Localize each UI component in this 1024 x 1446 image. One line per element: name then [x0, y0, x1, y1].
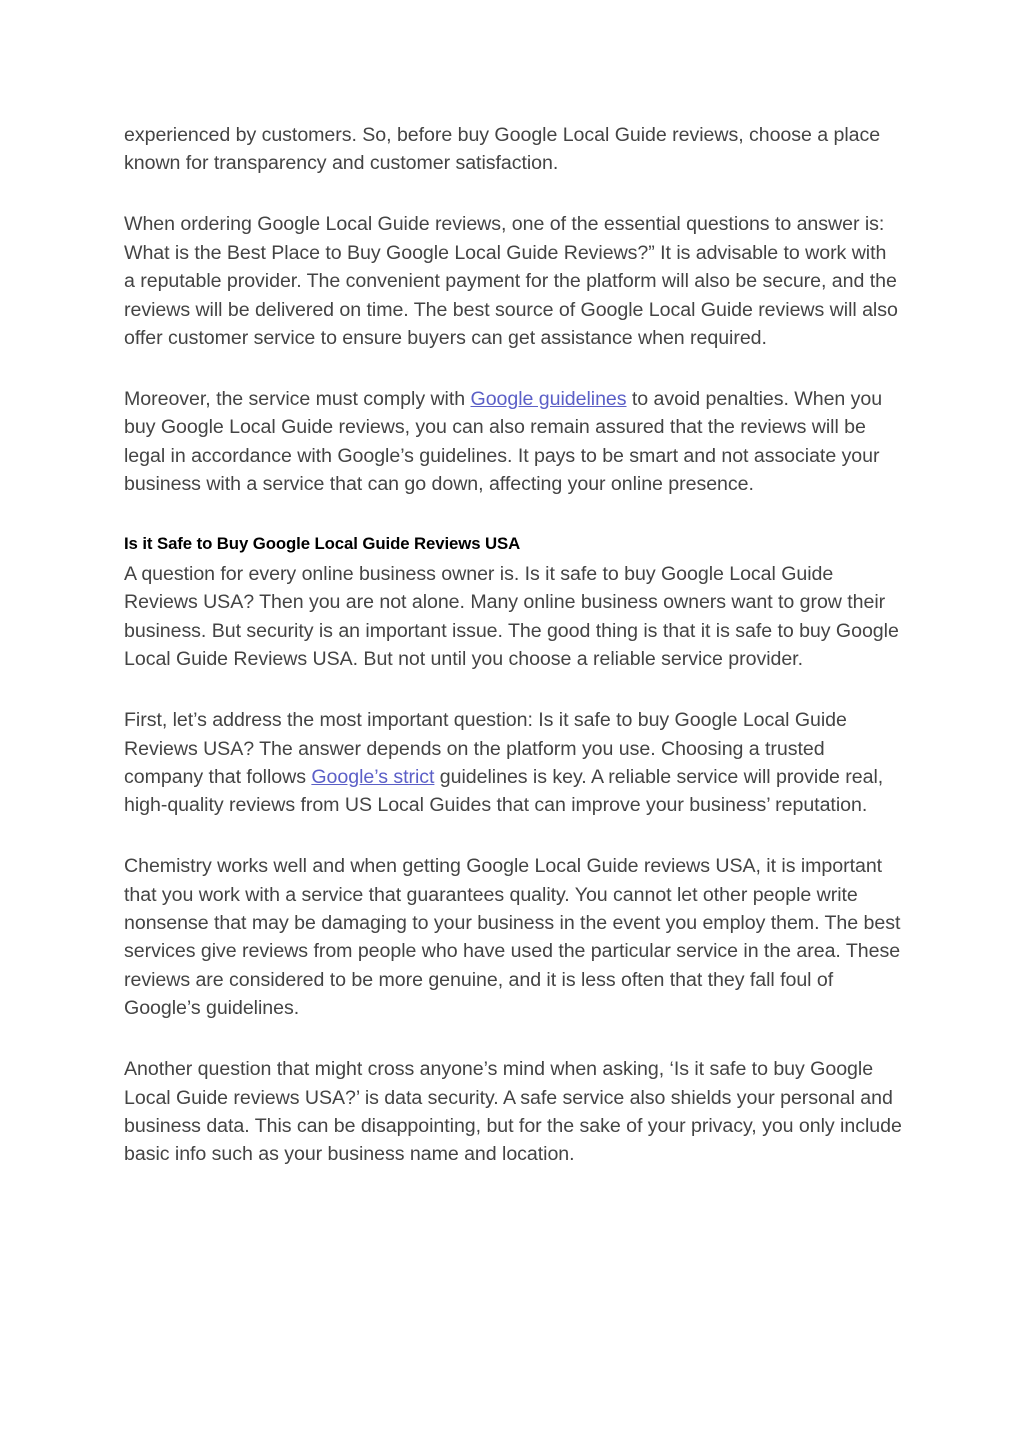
paragraph-text: experienced by customers. So, before buy Google Local Guide reviews, choose a place known for transparency and customer satisfaction.: [124, 124, 881, 175]
googles-strict-link[interactable]: Google’s strict: [311, 765, 435, 788]
document-page: [124, 121, 902, 1201]
paragraph-text: A question for every online business owner is. Is it safe to buy Google Local Guide Reviews USA? Then you are not alone. Many online business owners want to grow their business. But security is an important issue. The good thing is that it is safe to buy Google Local Guide Reviews USA. But not until you choose a reliable service provider.: [124, 562, 899, 671]
paragraph-text: Chemistry works well and when getting Google Local Guide reviews USA, it is important that you work with a service that guarantees quality. You cannot let other people write nonsense that may be damaging to your business in the event you employ them. The best services give reviews from people who have used the particular service in the area. These reviews are considered to be more genuine, and it is less often that they fall foul of Google’s guidelines.: [124, 855, 901, 1020]
paragraph-best-place: [124, 210, 902, 352]
paragraph-text-after-link: to avoid penalties. When you buy Google Local Guide reviews, you can also remain assured that the reviews will be legal in accordance with Google’s guidelines. It pays to be smart and not associate your business with a service that can go down, affecting your online presence.: [124, 387, 883, 496]
paragraph-text-after-link: guidelines is key. A reliable service will provide real, high-quality reviews from US Local Guides that can improve your business’ reputation.: [124, 765, 884, 817]
paragraph-first-address: [124, 706, 902, 820]
paragraph-question-safe: [124, 560, 902, 674]
google-guidelines-link[interactable]: Google guidelines: [470, 387, 627, 410]
paragraph-text-before-link: First, let’s address the most important question: Is it safe to buy Google Local Guide Reviews USA? The answer depends on the platform you use. Choosing a trusted company that follows: [124, 709, 847, 788]
paragraph-chemistry: [124, 852, 902, 1022]
section-heading: Is it Safe to Buy Google Local Guide Reviews USA: [124, 533, 521, 553]
paragraph-text: When ordering Google Local Guide reviews, one of the essential questions to answer is: What is the Best Place to Buy Google Local Guide Reviews?” It is advisable to work with a reputable provider. The convenient payment for the platform will also be secure, and the reviews will be delivered on time. The best source of Google Local Guide reviews will also offer customer service to ensure buyers can get assistance when required.: [124, 213, 898, 349]
paragraph-text: Another question that might cross anyone’s mind when asking, ‘Is it safe to buy Google Local Guide reviews USA?’ is data security. A safe service also shields your personal and business data. This can be disappointing, but for the sake of your privacy, you only include basic info such as your business name and location.: [124, 1058, 902, 1166]
paragraph-text-before-link: Moreover, the service must comply with: [124, 387, 471, 410]
paragraph-google-guidelines: [124, 385, 902, 499]
paragraph-intro-continued: [124, 121, 902, 178]
paragraph-data-security: [124, 1055, 902, 1169]
